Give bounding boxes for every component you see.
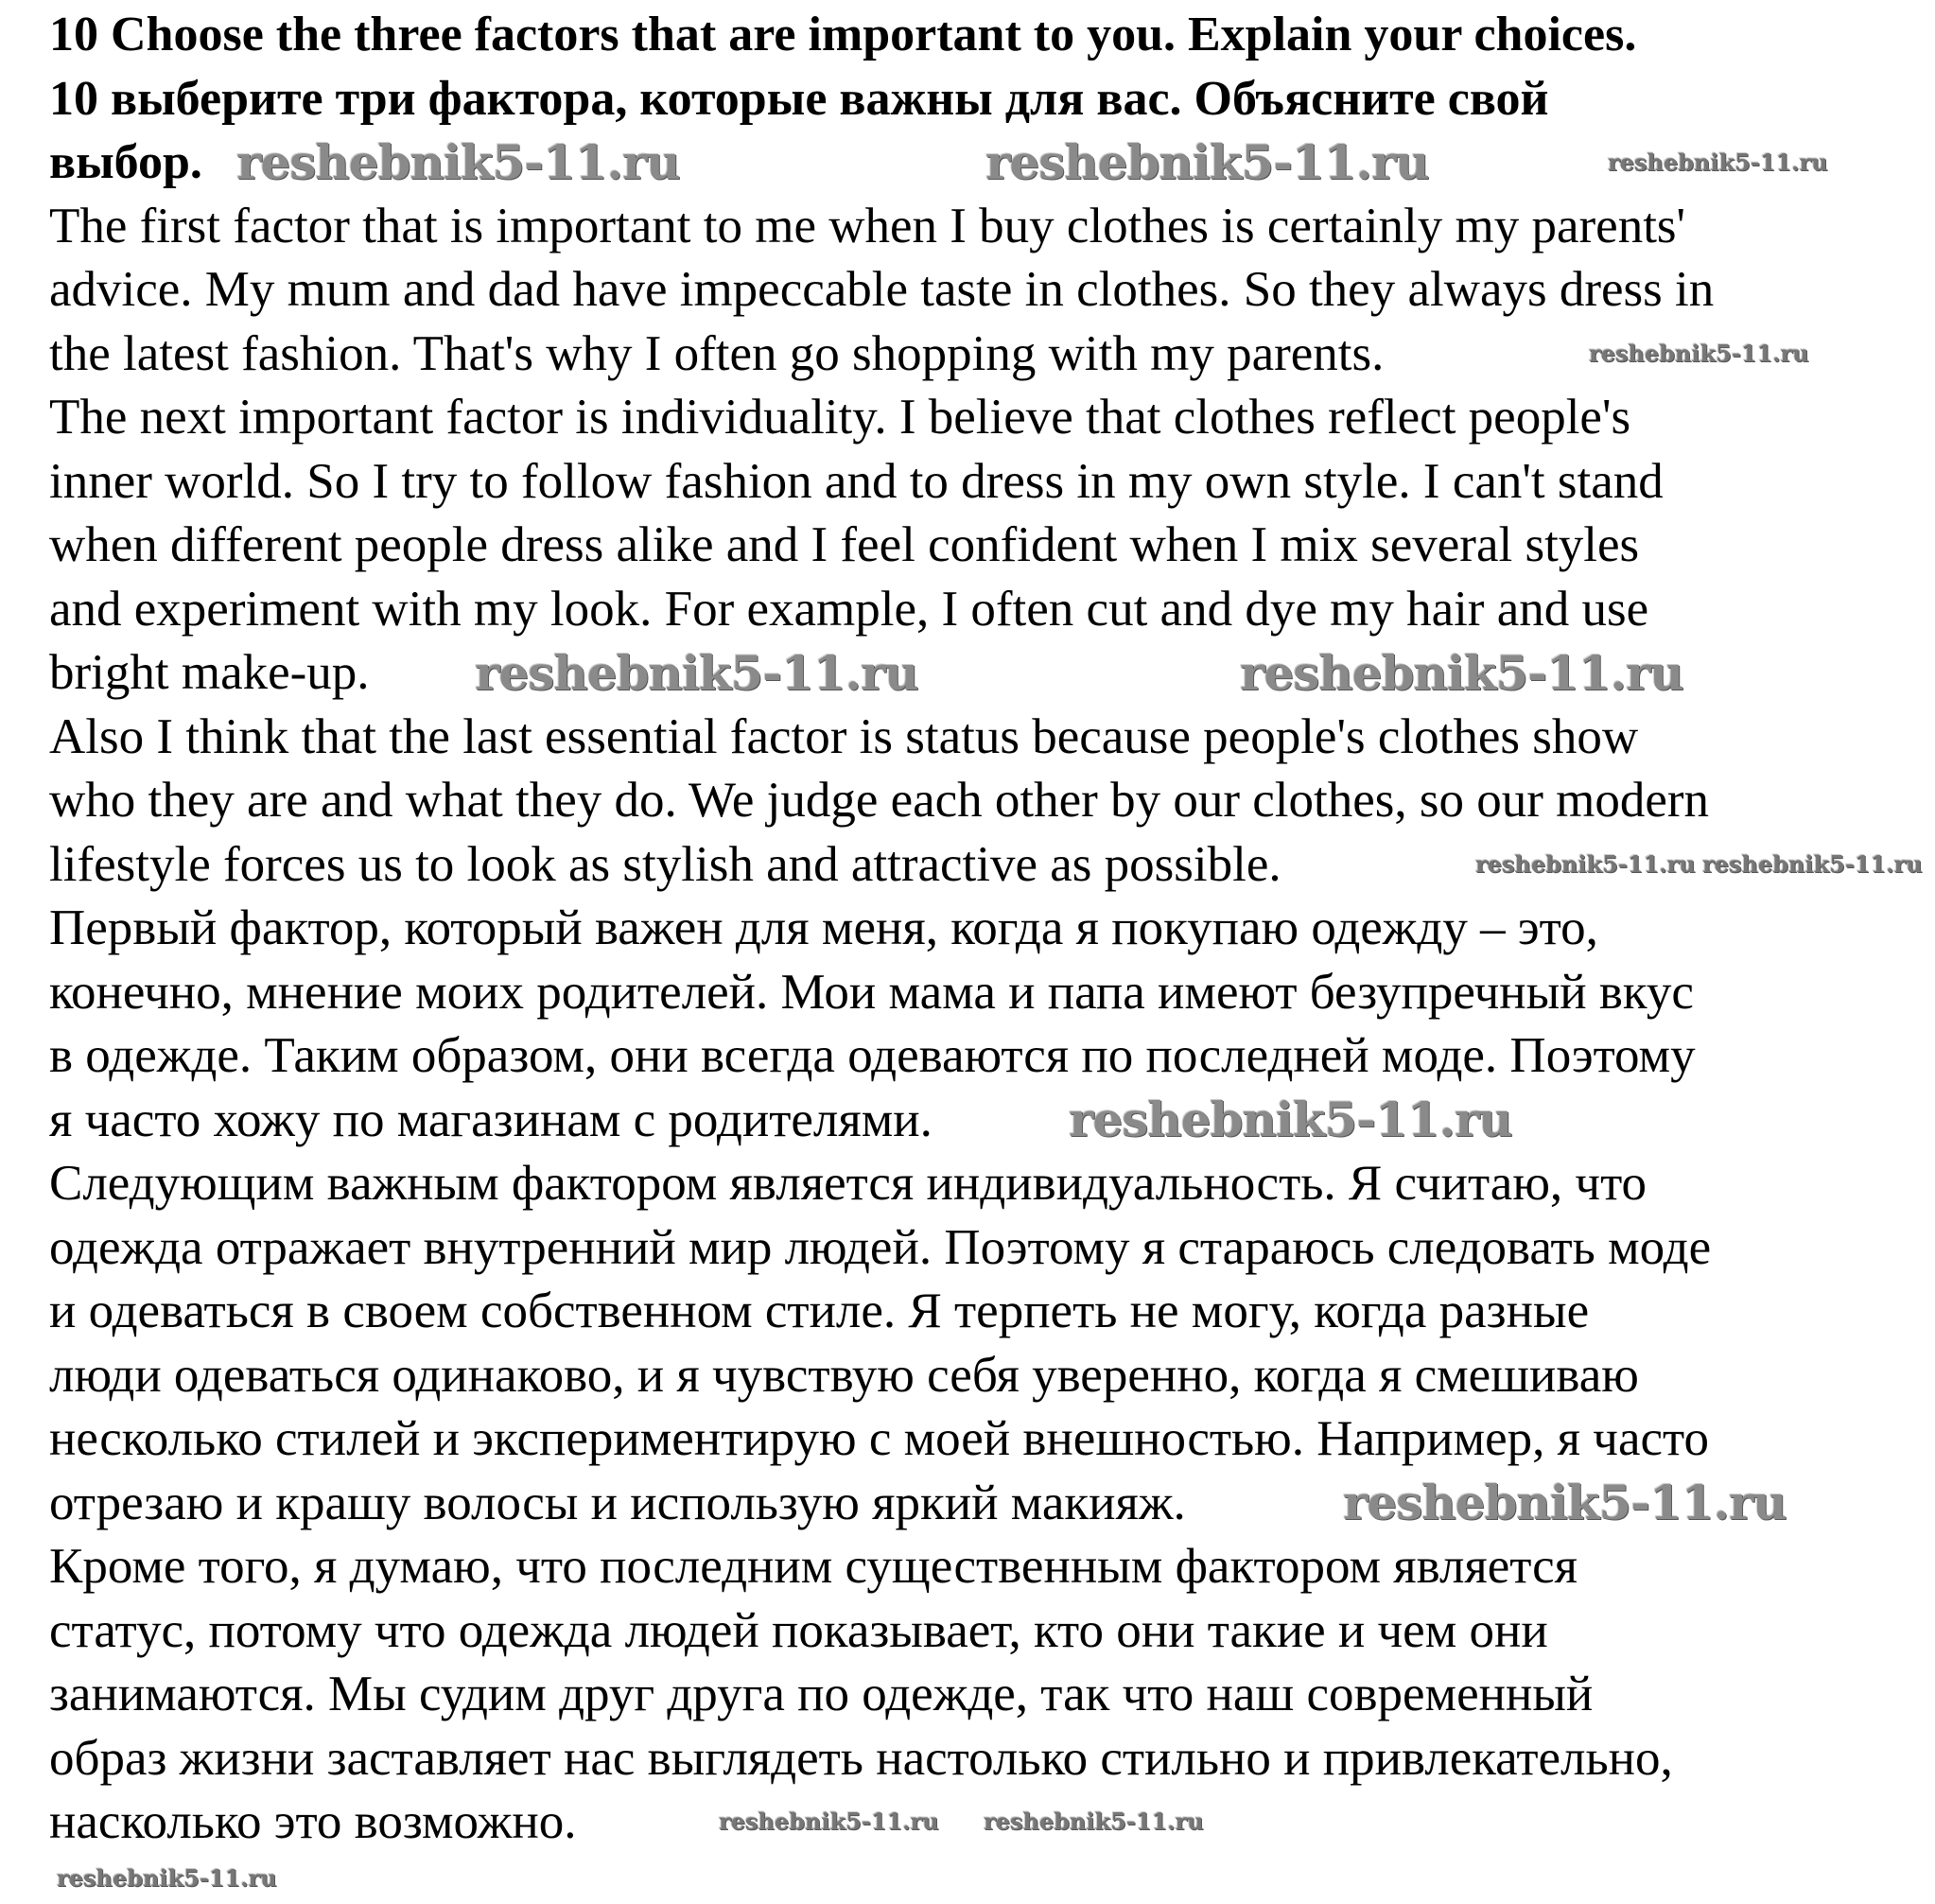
watermark: reshebnik5-11.ru <box>1069 1092 1512 1147</box>
paragraph-line: when different people dress alike and I feel confident when I mix several styles <box>49 517 1640 572</box>
paragraph-line: The next important factor is individuality. I believe that clothes reflect people's <box>49 390 1631 445</box>
watermark: reshebnik5-11.ru <box>1608 148 1828 176</box>
paragraph-line: насколько это возможно. <box>49 1794 577 1849</box>
task-heading-line: 10 выберите три фактора, которые важны для вас. Объясните свой <box>49 71 1549 126</box>
watermark: reshebnik5-11.ru <box>984 1808 1204 1835</box>
paragraph-line: занимаются. Мы судим друг друга по одежде, так что наш современный <box>49 1667 1594 1721</box>
paragraph-line: несколько стилей и экспериментирую с моей внешностью. Например, я часто <box>49 1411 1709 1466</box>
watermark: reshebnik5-11.ru <box>985 134 1429 190</box>
paragraph-line: and experiment with my look. For example, I often cut and dye my hair and use <box>49 581 1649 637</box>
paragraph-line: Кроме того, я думаю, что последним существенным фактором является <box>49 1539 1578 1594</box>
paragraph-line: и одеваться в своем собственном стиле. Я терпеть не могу, когда разные <box>49 1284 1590 1338</box>
paragraph-line: статус, потому что одежда людей показывает, кто они такие и чем они <box>49 1602 1548 1658</box>
watermark: reshebnik5-11.ru <box>1343 1475 1787 1530</box>
paragraph-line: люди одеваться одинаково, и я чувствую себя уверенно, когда я смешиваю <box>49 1347 1639 1403</box>
watermark: reshebnik5-11.ru <box>236 134 680 190</box>
paragraph-line: одежда отражает внутренний мир людей. Поэтому я стараюсь следовать моде <box>49 1219 1712 1275</box>
watermark: reshebnik5-11.ru <box>719 1808 939 1835</box>
paragraph-line: Следующим важным фактором является индивидуальность. Я считаю, что <box>49 1156 1647 1211</box>
paragraph-line: я часто хожу по магазинам с родителями. <box>49 1092 933 1147</box>
watermark: reshebnik5-11.ru <box>475 645 918 701</box>
paragraph-line: Also I think that the last essential factor is status because people's clothes show <box>49 708 1639 764</box>
watermark: reshebnik5-11.ru <box>1475 850 1696 878</box>
watermark: reshebnik5-11.ru <box>1240 645 1683 701</box>
paragraph-line: advice. My mum and dad have impeccable taste in clothes. So they always dress in <box>49 262 1715 317</box>
paragraph-line: bright make-up. <box>49 645 370 700</box>
paragraph-line: образ жизни заставляет нас выглядеть настолько стильно и привлекательно, <box>49 1730 1673 1786</box>
paragraph-line: lifestyle forces us to look as stylish and attractive as possible. <box>49 836 1281 892</box>
task-heading-line: 10 Choose the three factors that are important to you. Explain your choices. <box>49 8 1637 61</box>
paragraph-line: Первый фактор, который важен для меня, когда я покупаю одежду – это, <box>49 900 1598 955</box>
paragraph-line: The first factor that is important to me when I buy clothes is certainly my parents' <box>49 198 1686 253</box>
task-heading-line: выбор. <box>49 135 202 189</box>
paragraph-line: конечно, мнение моих родителей. Мои мама и папа имеют безупречный вкус <box>49 964 1694 1020</box>
paragraph-line: inner world. So I try to follow fashion and to dress in my own style. I can't stand <box>49 453 1664 509</box>
paragraph-line: who they are and what they do. We judge each other by our clothes, so our modern <box>49 773 1710 828</box>
watermark: reshebnik5-11.ru <box>57 1864 277 1892</box>
watermark: reshebnik5-11.ru <box>1589 340 1809 367</box>
paragraph-line: отрезаю и крашу волосы и использую яркий макияж. <box>49 1475 1186 1530</box>
paragraph-line: the latest fashion. That's why I often go shopping with my parents. <box>49 325 1385 381</box>
paragraph-line: в одежде. Таким образом, они всегда одеваются по последней моде. Поэтому <box>49 1028 1696 1083</box>
watermark: reshebnik5-11.ru <box>1702 850 1923 878</box>
